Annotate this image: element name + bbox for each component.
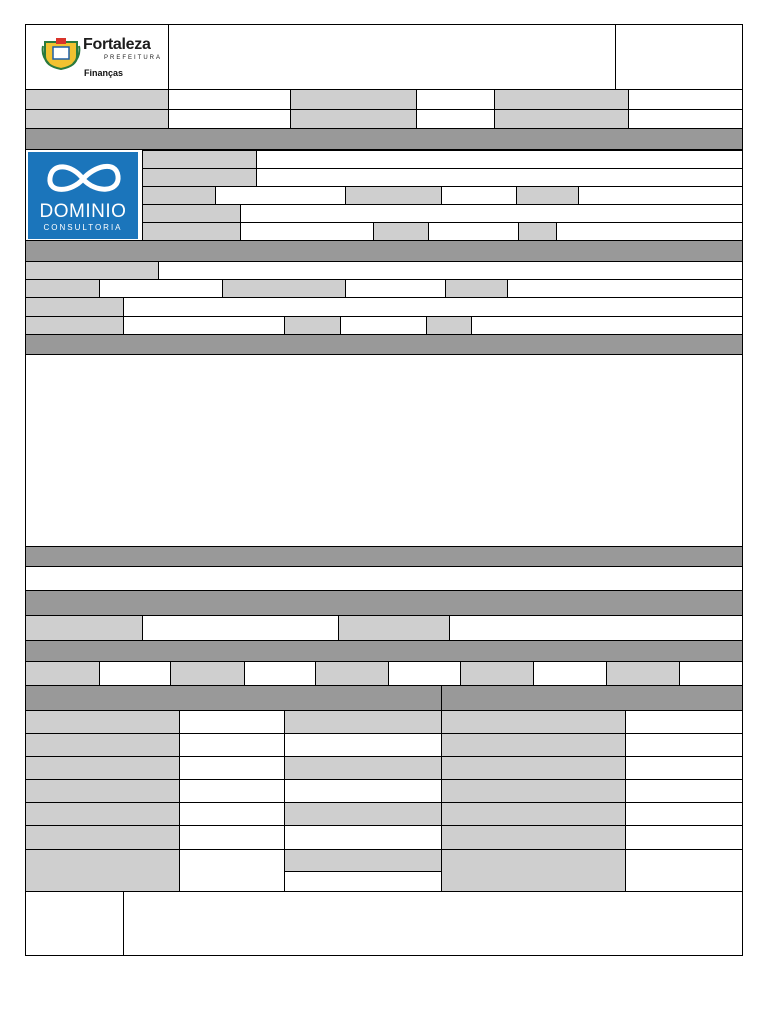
value-cell[interactable]: [441, 186, 517, 205]
value-cell[interactable]: [99, 661, 171, 686]
value-cell[interactable]: [168, 109, 291, 129]
value-cell[interactable]: [625, 802, 743, 826]
value-cell[interactable]: [388, 661, 461, 686]
value-cell[interactable]: [578, 186, 743, 205]
partner-logo-word: DOMINIO: [39, 201, 127, 222]
value-cell[interactable]: [625, 825, 743, 850]
label-cell: [290, 109, 417, 129]
city-name: Fortaleza: [83, 36, 151, 53]
label-cell: [460, 661, 534, 686]
section-header: [25, 590, 743, 616]
value-cell[interactable]: [628, 109, 743, 129]
city-coat-of-arms-icon: [41, 34, 81, 70]
value-cell[interactable]: [179, 825, 285, 850]
label-cell: [25, 89, 169, 110]
infinity-icon: [28, 154, 138, 204]
label-cell: [426, 316, 472, 335]
label-cell: [142, 186, 216, 205]
label-cell: [25, 109, 169, 129]
value-cell[interactable]: [284, 825, 442, 850]
label-cell: [142, 150, 257, 169]
value-cell[interactable]: [240, 204, 743, 223]
label-cell: [441, 802, 626, 826]
label-cell: [445, 279, 508, 298]
value-cell[interactable]: [449, 615, 743, 641]
value-cell[interactable]: [142, 615, 339, 641]
label-cell: [25, 279, 100, 298]
label-cell: [142, 222, 241, 241]
city-subtitle: PREFEITURA: [104, 55, 163, 61]
value-cell[interactable]: [428, 222, 519, 241]
label-cell: [494, 89, 629, 110]
label-cell: [284, 802, 442, 826]
section-header-left: [25, 685, 442, 711]
label-cell: [25, 825, 180, 850]
label-cell: [441, 825, 626, 850]
department-name: Finanças: [84, 68, 124, 78]
value-cell[interactable]: [123, 297, 743, 317]
label-cell: [25, 756, 180, 780]
signature-label-cell: [25, 891, 124, 956]
value-cell[interactable]: [179, 733, 285, 757]
value-cell[interactable]: [215, 186, 346, 205]
value-cell[interactable]: [179, 756, 285, 780]
value-cell[interactable]: [123, 316, 285, 335]
value-cell[interactable]: [99, 279, 223, 298]
description-area[interactable]: [25, 354, 743, 547]
value-cell[interactable]: [179, 802, 285, 826]
value-cell[interactable]: [471, 316, 743, 335]
section-header: [25, 128, 743, 150]
value-cell[interactable]: [628, 89, 743, 110]
label-cell: [142, 168, 257, 187]
value-cell[interactable]: [533, 661, 607, 686]
label-cell: [170, 661, 245, 686]
label-cell: [441, 733, 626, 757]
label-cell: [441, 756, 626, 780]
label-cell: [518, 222, 557, 241]
value-cell[interactable]: [25, 566, 743, 591]
value-cell[interactable]: [416, 89, 495, 110]
value-cell[interactable]: [416, 109, 495, 129]
value-cell[interactable]: [556, 222, 743, 241]
label-cell: [25, 261, 159, 280]
label-cell: [441, 779, 626, 803]
partner-logo-subtitle: CONSULTORIA: [43, 223, 123, 232]
label-cell: [441, 710, 626, 734]
label-cell: [338, 615, 450, 641]
label-cell: [315, 661, 389, 686]
value-cell[interactable]: [625, 710, 743, 734]
value-cell[interactable]: [179, 710, 285, 734]
value-cell[interactable]: [507, 279, 743, 298]
value-cell[interactable]: [284, 779, 442, 803]
label-cell: [25, 710, 180, 734]
label-cell: [222, 279, 346, 298]
label-cell: [284, 849, 442, 872]
value-cell[interactable]: [168, 89, 291, 110]
section-header: [25, 334, 743, 355]
label-cell: [284, 756, 442, 780]
value-cell[interactable]: [158, 261, 743, 280]
label-cell: [284, 316, 341, 335]
value-cell[interactable]: [240, 222, 374, 241]
form-code-cell: [615, 24, 743, 90]
label-cell: [25, 733, 180, 757]
signature-value-cell[interactable]: [123, 891, 743, 956]
value-cell[interactable]: [256, 150, 743, 169]
value-cell[interactable]: [179, 849, 285, 892]
value-cell[interactable]: [345, 279, 446, 298]
label-cell: [25, 779, 180, 803]
value-cell[interactable]: [625, 849, 743, 892]
value-cell[interactable]: [284, 733, 442, 757]
partner-logo: [28, 152, 138, 239]
value-cell[interactable]: [340, 316, 427, 335]
label-cell: [25, 297, 124, 317]
label-cell: [142, 204, 241, 223]
label-cell: [441, 849, 626, 892]
form-title-cell: [168, 24, 616, 90]
label-cell: [25, 849, 180, 892]
section-header-right: [441, 685, 743, 711]
label-cell: [373, 222, 429, 241]
value-cell[interactable]: [256, 168, 743, 187]
label-cell: [494, 109, 629, 129]
label-cell: [606, 661, 680, 686]
value-cell[interactable]: [244, 661, 316, 686]
value-cell[interactable]: [625, 779, 743, 803]
label-cell: [25, 316, 124, 335]
label-cell: [290, 89, 417, 110]
section-header: [25, 546, 743, 567]
value-cell[interactable]: [679, 661, 743, 686]
value-cell[interactable]: [284, 871, 442, 892]
label-cell: [345, 186, 442, 205]
value-cell[interactable]: [625, 733, 743, 757]
label-cell: [516, 186, 579, 205]
label-cell: [25, 661, 100, 686]
section-header: [25, 640, 743, 662]
label-cell: [25, 615, 143, 641]
value-cell[interactable]: [625, 756, 743, 780]
value-cell[interactable]: [179, 779, 285, 803]
label-cell: [284, 710, 442, 734]
section-header: [25, 240, 743, 262]
label-cell: [25, 802, 180, 826]
